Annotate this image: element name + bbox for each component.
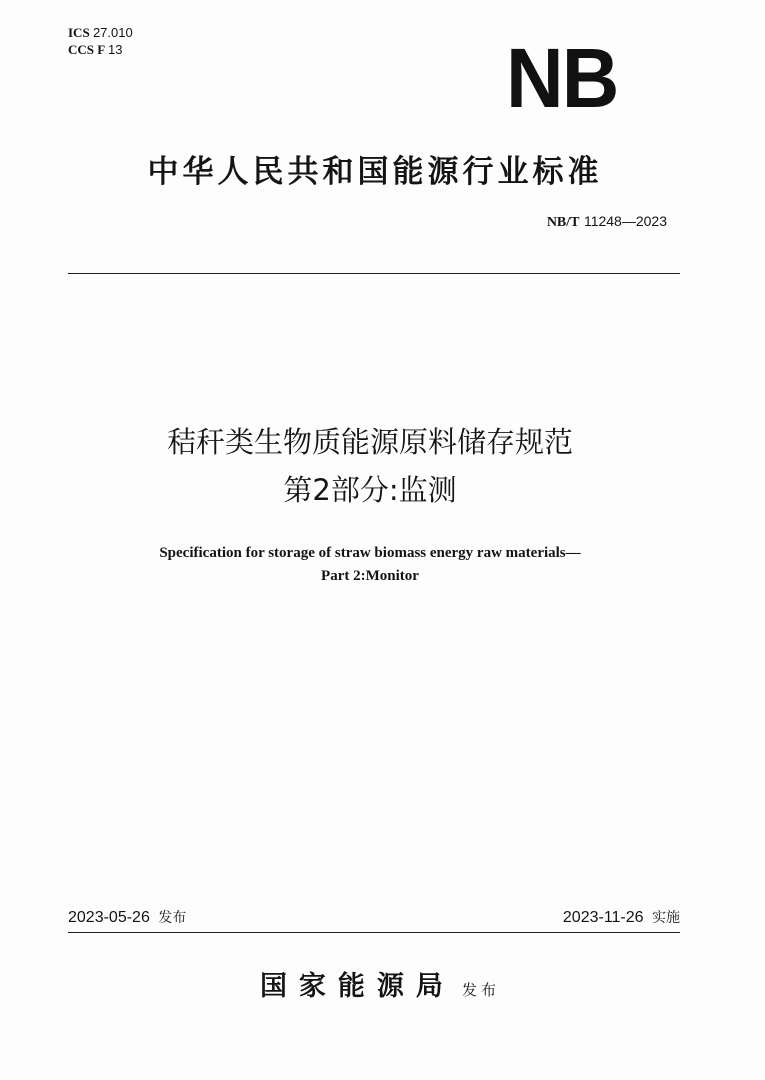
bottom-divider xyxy=(68,932,680,933)
english-title xyxy=(60,542,680,588)
ccs-value: 13 xyxy=(107,42,123,57)
ics-label: ICS xyxy=(68,25,90,40)
standard-number-value: 11248—2023 xyxy=(583,213,667,229)
standard-number xyxy=(547,213,667,231)
standard-category-title: 中华人民共和国能源行业标准 xyxy=(147,154,603,190)
nb-logo: NB xyxy=(506,31,618,125)
implementation-date xyxy=(563,907,680,927)
implementation-date-value: 2023-11-26 xyxy=(562,909,644,926)
chinese-title xyxy=(60,418,680,514)
classification-codes xyxy=(68,24,133,58)
top-divider xyxy=(68,273,680,274)
ics-code xyxy=(68,24,133,41)
ccs-code xyxy=(68,41,133,58)
issue-date xyxy=(68,907,186,927)
english-title-line1: Specification for storage of straw biomass energy raw materials— xyxy=(159,545,581,561)
english-title-line2: Part 2:Monitor xyxy=(321,568,419,584)
issue-date-value: 2023-05-26 xyxy=(68,909,150,926)
publisher-agency: 国家能源局 xyxy=(259,971,455,1002)
implementation-date-label: 实施 xyxy=(652,910,680,926)
chinese-title-line1: 秸秆类生物质能源原料储存规范 xyxy=(166,425,573,459)
publisher xyxy=(200,964,560,1003)
publisher-issued: 发布 xyxy=(462,981,501,999)
issue-date-label: 发布 xyxy=(158,910,187,926)
ccs-label: CCS F xyxy=(68,42,105,57)
standard-number-prefix: NB/T xyxy=(546,215,580,230)
chinese-title-line2: 第2部分:监测 xyxy=(283,473,457,507)
ics-value: 27.010 xyxy=(92,25,133,40)
